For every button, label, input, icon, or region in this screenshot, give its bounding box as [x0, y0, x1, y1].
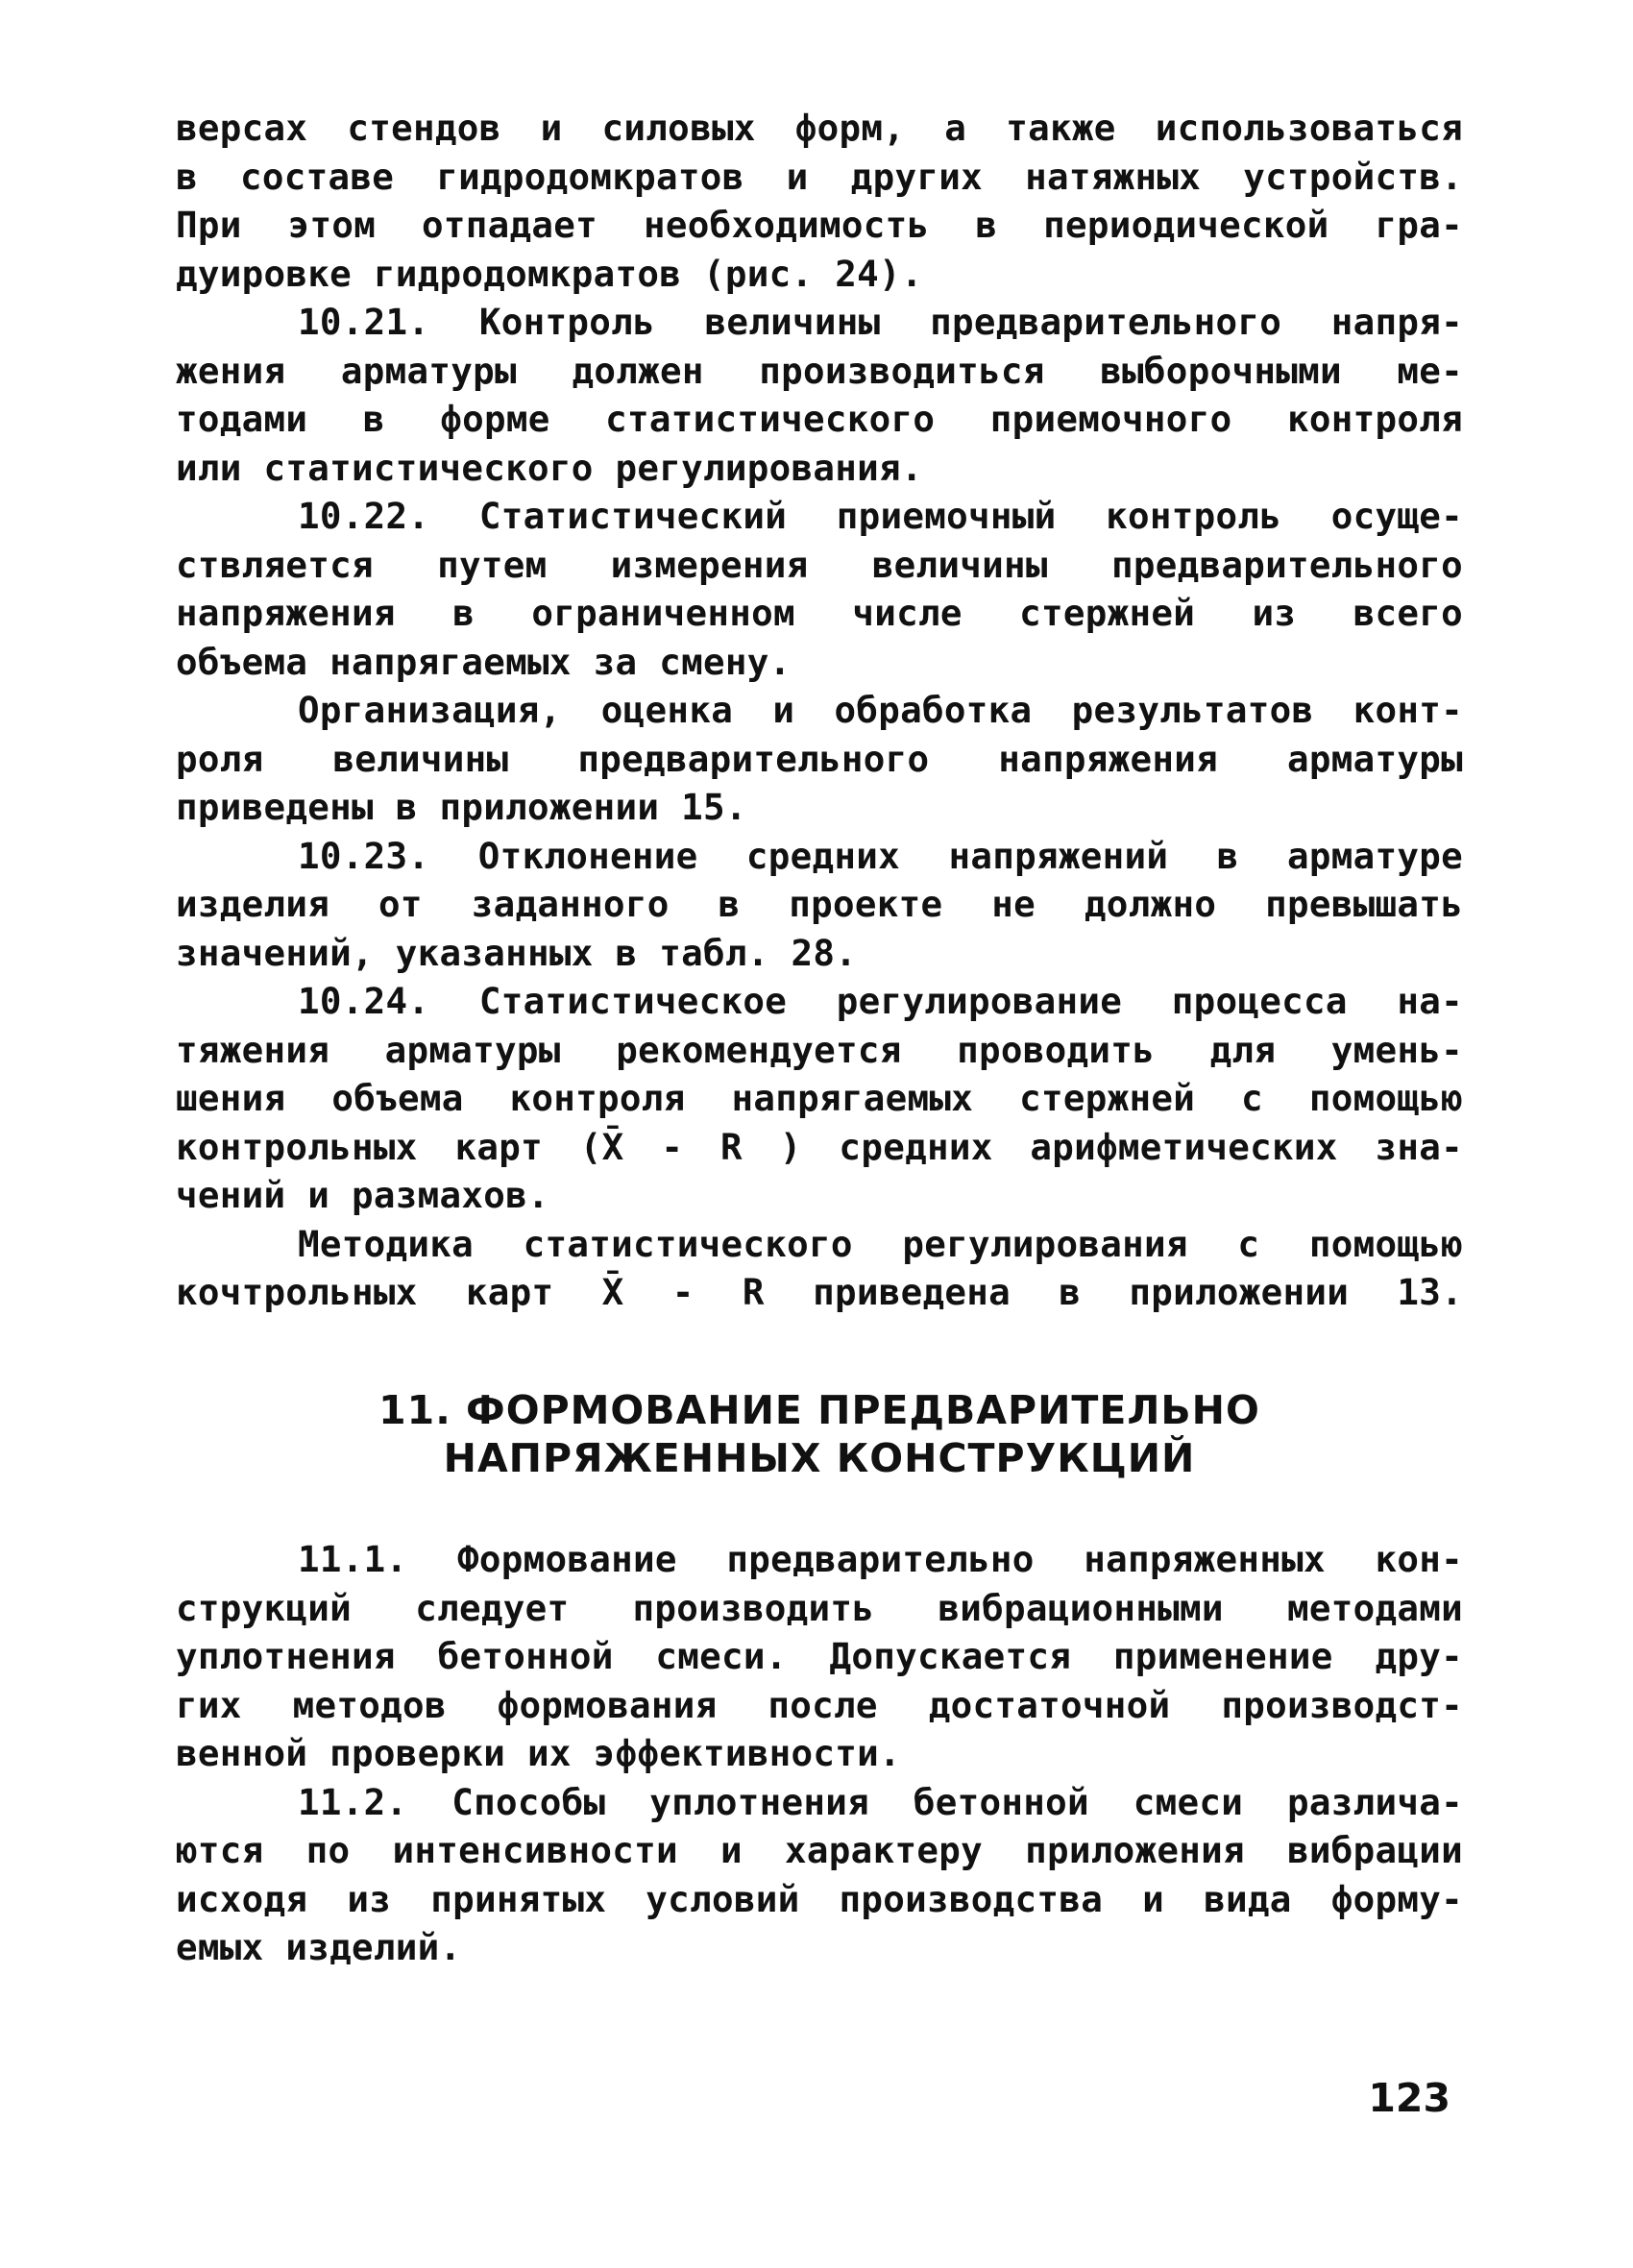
section-10-text: [176, 104, 1463, 1317]
text-line: версах стендов и силовых форм, а также использоваться: [176, 107, 1463, 149]
text-line: гих методов формования после достаточной производст-: [176, 1683, 1463, 1726]
text-line: или статистического регулирования.: [176, 446, 923, 489]
paragraph-10-22-start: 10.22. Статистический приемочный контроль осуще-: [298, 495, 1463, 537]
paragraph-11-2-start: 11.2. Способы уплотнения бетонной смеси различа-: [298, 1780, 1463, 1823]
text-line: ются по интенсивности и характеру приложения вибрации: [176, 1829, 1463, 1871]
paragraph-10-21-start: 10.21. Контроль величины предварительного напря-: [298, 301, 1463, 343]
text-line: венной проверки их эффективности.: [176, 1732, 901, 1774]
page-number: 123: [1368, 2075, 1450, 2121]
text-line: изделия от заданного в проекте не должно превышать: [176, 883, 1463, 925]
text-line: приведены в приложении 15.: [176, 786, 747, 828]
text-line: роля величины предварительного напряжения арматуры: [176, 737, 1463, 780]
text-line: емых изделий.: [176, 1926, 462, 1968]
section-11-heading: [176, 1386, 1463, 1482]
text-line: кочтрольных карт X̄ - R приведена в приложении 13.: [176, 1271, 1463, 1313]
text-line: струкций следует производить вибрационными методами: [176, 1586, 1463, 1629]
text-line: При этом отпадает необходимость в периодической гра-: [176, 204, 1463, 246]
text-line: исходя из принятых условий производства и вида форму-: [176, 1877, 1463, 1920]
text-line: в составе гидродомкратов и других натяжных устройств.: [176, 155, 1463, 198]
text-line: контрольных карт (X̄ - R ) средних арифметических зна-: [176, 1125, 1463, 1168]
text-line: напряжения в ограниченном числе стержней из всего: [176, 592, 1463, 634]
paragraph-organization-start: Организация, оценка и обработка результатов конт-: [298, 689, 1463, 731]
text-line: значений, указанных в табл. 28.: [176, 931, 858, 974]
paragraph-11-1-start: 11.1. Формование предварительно напряженных кон-: [298, 1538, 1463, 1580]
paragraph-10-24-start: 10.24. Статистическое регулирование процесса на-: [298, 980, 1463, 1022]
text-line: чений и размахов.: [176, 1174, 549, 1216]
text-line: дуировке гидродомкратов (рис. 24).: [176, 252, 923, 295]
section-11-text: [176, 1535, 1463, 1972]
text-line: ствляется путем измерения величины предварительного: [176, 543, 1463, 586]
paragraph-methodology-start: Методика статистического регулирования с помощью: [298, 1222, 1463, 1265]
text-line: жения арматуры должен производиться выборочными ме-: [176, 349, 1463, 392]
text-line: объема напрягаемых за смену.: [176, 640, 792, 683]
text-line: уплотнения бетонной смеси. Допускается применение дру-: [176, 1635, 1463, 1677]
heading-line-2: НАПРЯЖЕННЫХ КОНСТРУКЦИЙ: [443, 1435, 1196, 1481]
heading-line-1: 11. ФОРМОВАНИЕ ПРЕДВАРИТЕЛЬНО: [378, 1387, 1260, 1433]
text-line: тодами в форме статистического приемочного контроля: [176, 398, 1463, 440]
text-line: шения объема контроля напрягаемых стержней с помощью: [176, 1077, 1463, 1119]
paragraph-10-23-start: 10.23. Отклонение средних напряжений в арматуре: [298, 834, 1463, 877]
text-line: тяжения арматуры рекомендуется проводить для умень-: [176, 1028, 1463, 1071]
